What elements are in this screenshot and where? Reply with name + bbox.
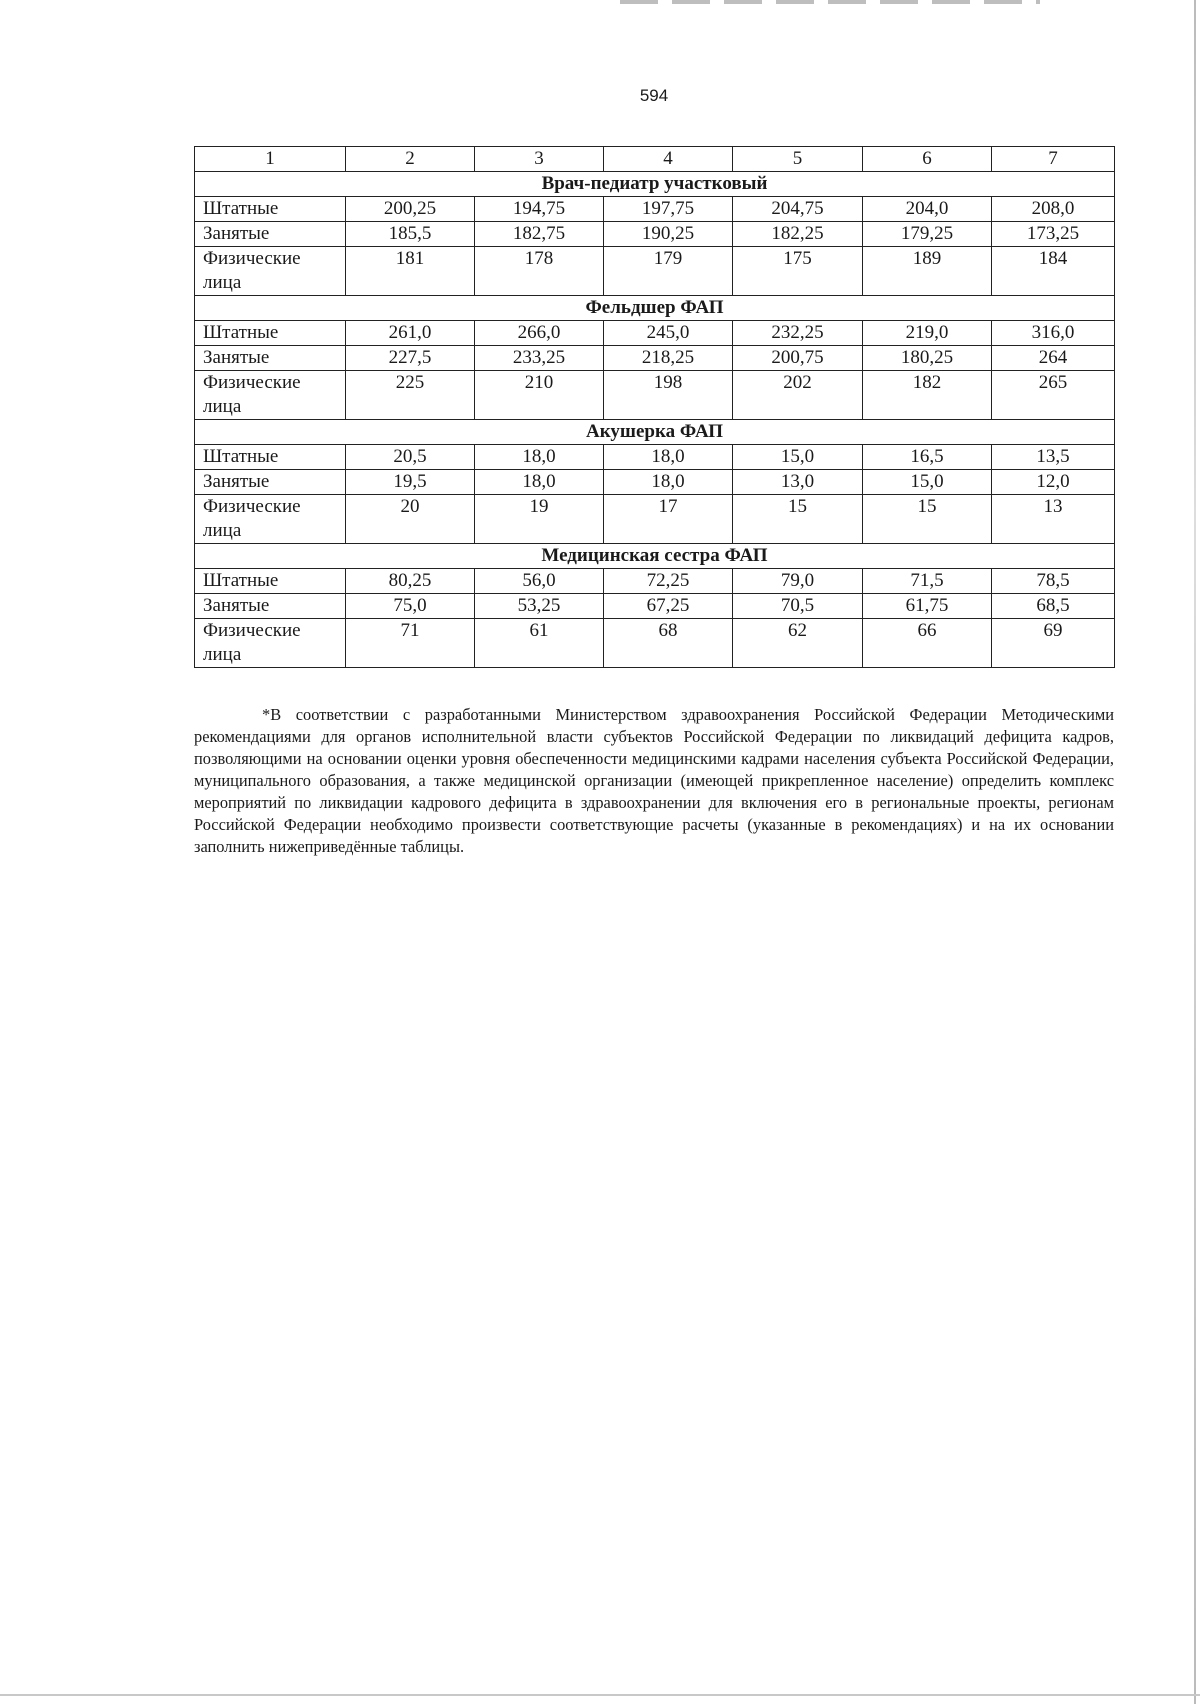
- row-label: Штатные: [195, 445, 346, 470]
- table-cell: 18,0: [475, 445, 604, 470]
- table-row: [195, 445, 1115, 470]
- staffing-table: [194, 146, 1115, 668]
- table-cell: 194,75: [475, 197, 604, 222]
- table-cell: 202: [733, 371, 863, 420]
- row-label: Физические лица: [195, 495, 346, 544]
- table-cell: 180,25: [863, 346, 992, 371]
- row-label: Физические лица: [195, 371, 346, 420]
- column-header: 7: [992, 147, 1115, 172]
- table-cell: 219,0: [863, 321, 992, 346]
- table-cell: 19,5: [346, 470, 475, 495]
- table-cell: 69: [992, 619, 1115, 668]
- column-header: 4: [604, 147, 733, 172]
- table-cell: 178: [475, 247, 604, 296]
- section-header-row: [195, 172, 1115, 197]
- table-cell: 200,75: [733, 346, 863, 371]
- table-cell: 12,0: [992, 470, 1115, 495]
- table-cell: 13,5: [992, 445, 1115, 470]
- table-cell: 218,25: [604, 346, 733, 371]
- section-title: Врач-педиатр участковый: [195, 172, 1115, 197]
- table-row: [195, 346, 1115, 371]
- table-cell: 19: [475, 495, 604, 544]
- column-header: 3: [475, 147, 604, 172]
- column-header: 1: [195, 147, 346, 172]
- table-cell: 67,25: [604, 594, 733, 619]
- table-row: [195, 222, 1115, 247]
- table-cell: 200,25: [346, 197, 475, 222]
- table-cell: 261,0: [346, 321, 475, 346]
- table-cell: 18,0: [604, 445, 733, 470]
- table-cell: 181: [346, 247, 475, 296]
- table-cell: 62: [733, 619, 863, 668]
- table-row: [195, 321, 1115, 346]
- table-cell: 71,5: [863, 569, 992, 594]
- table-cell: 227,5: [346, 346, 475, 371]
- table-row: [195, 594, 1115, 619]
- row-label: Штатные: [195, 321, 346, 346]
- table-cell: 61,75: [863, 594, 992, 619]
- staffing-table-body: [195, 147, 1115, 668]
- table-cell: 17: [604, 495, 733, 544]
- section-title: Медицинская сестра ФАП: [195, 544, 1115, 569]
- table-cell: 18,0: [475, 470, 604, 495]
- table-cell: 68,5: [992, 594, 1115, 619]
- table-cell: 265: [992, 371, 1115, 420]
- section-title: Акушерка ФАП: [195, 420, 1115, 445]
- table-cell: 266,0: [475, 321, 604, 346]
- row-label: Физические лица: [195, 247, 346, 296]
- table-cell: 225: [346, 371, 475, 420]
- row-label: Физические лица: [195, 619, 346, 668]
- table-cell: 56,0: [475, 569, 604, 594]
- table-cell: 208,0: [992, 197, 1115, 222]
- table-cell: 15,0: [733, 445, 863, 470]
- table-row: [195, 495, 1115, 544]
- section-header-row: [195, 544, 1115, 569]
- table-cell: 66: [863, 619, 992, 668]
- footnote-paragraph: *В соответствии с разработанными Министерством здравоохранения Российской Федерации Методическими рекомендациями для органов исполнительной власти субъектов Российской Федерации по ликвидаций дефицита кадров, позволяющими на основании оценки уровня обеспеченности медицинскими кадрами населения субъекта Российской Федерации, муниципального образования, а также медицинской организации (имеющей прикрепленное население) определить комплекс мероприятий по ликвидации кадрового дефицита в здравоохранении для включения его в региональные проекты, регионам Российской Федерации необходимо произвести соответствующие расчеты (указанные в рекомендациях) и на их основании заполнить нижеприведённые таблицы.: [194, 705, 1114, 856]
- table-cell: 15: [863, 495, 992, 544]
- scan-edge-bottom: [0, 1694, 1200, 1696]
- table-cell: 182: [863, 371, 992, 420]
- table-cell: 20,5: [346, 445, 475, 470]
- row-label: Занятые: [195, 470, 346, 495]
- table-cell: 182,25: [733, 222, 863, 247]
- table-cell: 53,25: [475, 594, 604, 619]
- table-cell: 15: [733, 495, 863, 544]
- table-row: [195, 619, 1115, 668]
- table-cell: 179: [604, 247, 733, 296]
- table-cell: 18,0: [604, 470, 733, 495]
- table-cell: 204,75: [733, 197, 863, 222]
- column-header: 6: [863, 147, 992, 172]
- table-cell: 78,5: [992, 569, 1115, 594]
- table-cell: 68: [604, 619, 733, 668]
- column-number-row: [195, 147, 1115, 172]
- table-row: [195, 197, 1115, 222]
- table-cell: 190,25: [604, 222, 733, 247]
- table-cell: 13,0: [733, 470, 863, 495]
- table-cell: 13: [992, 495, 1115, 544]
- table-cell: 16,5: [863, 445, 992, 470]
- table-cell: 232,25: [733, 321, 863, 346]
- row-label: Занятые: [195, 346, 346, 371]
- table-cell: 198: [604, 371, 733, 420]
- table-cell: 245,0: [604, 321, 733, 346]
- section-title: Фельдшер ФАП: [195, 296, 1115, 321]
- section-header-row: [195, 296, 1115, 321]
- table-cell: 185,5: [346, 222, 475, 247]
- table-row: [195, 371, 1115, 420]
- table-cell: 184: [992, 247, 1115, 296]
- table-cell: 80,25: [346, 569, 475, 594]
- scan-edge-right: [1194, 0, 1196, 1704]
- table-cell: 204,0: [863, 197, 992, 222]
- scan-artifact-top: [620, 0, 1040, 4]
- table-cell: 264: [992, 346, 1115, 371]
- table-cell: 61: [475, 619, 604, 668]
- table-row: [195, 470, 1115, 495]
- table-cell: 182,75: [475, 222, 604, 247]
- column-header: 2: [346, 147, 475, 172]
- table-cell: 70,5: [733, 594, 863, 619]
- table-cell: 175: [733, 247, 863, 296]
- table-row: [195, 569, 1115, 594]
- table-row: [195, 247, 1115, 296]
- row-label: Штатные: [195, 197, 346, 222]
- table-cell: 210: [475, 371, 604, 420]
- table-cell: 197,75: [604, 197, 733, 222]
- section-header-row: [195, 420, 1115, 445]
- table-cell: 179,25: [863, 222, 992, 247]
- page-number: 594: [639, 86, 669, 105]
- row-label: Штатные: [195, 569, 346, 594]
- table-cell: 75,0: [346, 594, 475, 619]
- table-cell: 233,25: [475, 346, 604, 371]
- row-label: Занятые: [195, 594, 346, 619]
- table-cell: 79,0: [733, 569, 863, 594]
- table-cell: 72,25: [604, 569, 733, 594]
- table-cell: 71: [346, 619, 475, 668]
- column-header: 5: [733, 147, 863, 172]
- table-cell: 173,25: [992, 222, 1115, 247]
- table-cell: 15,0: [863, 470, 992, 495]
- table-cell: 189: [863, 247, 992, 296]
- row-label: Занятые: [195, 222, 346, 247]
- table-cell: 20: [346, 495, 475, 544]
- table-cell: 316,0: [992, 321, 1115, 346]
